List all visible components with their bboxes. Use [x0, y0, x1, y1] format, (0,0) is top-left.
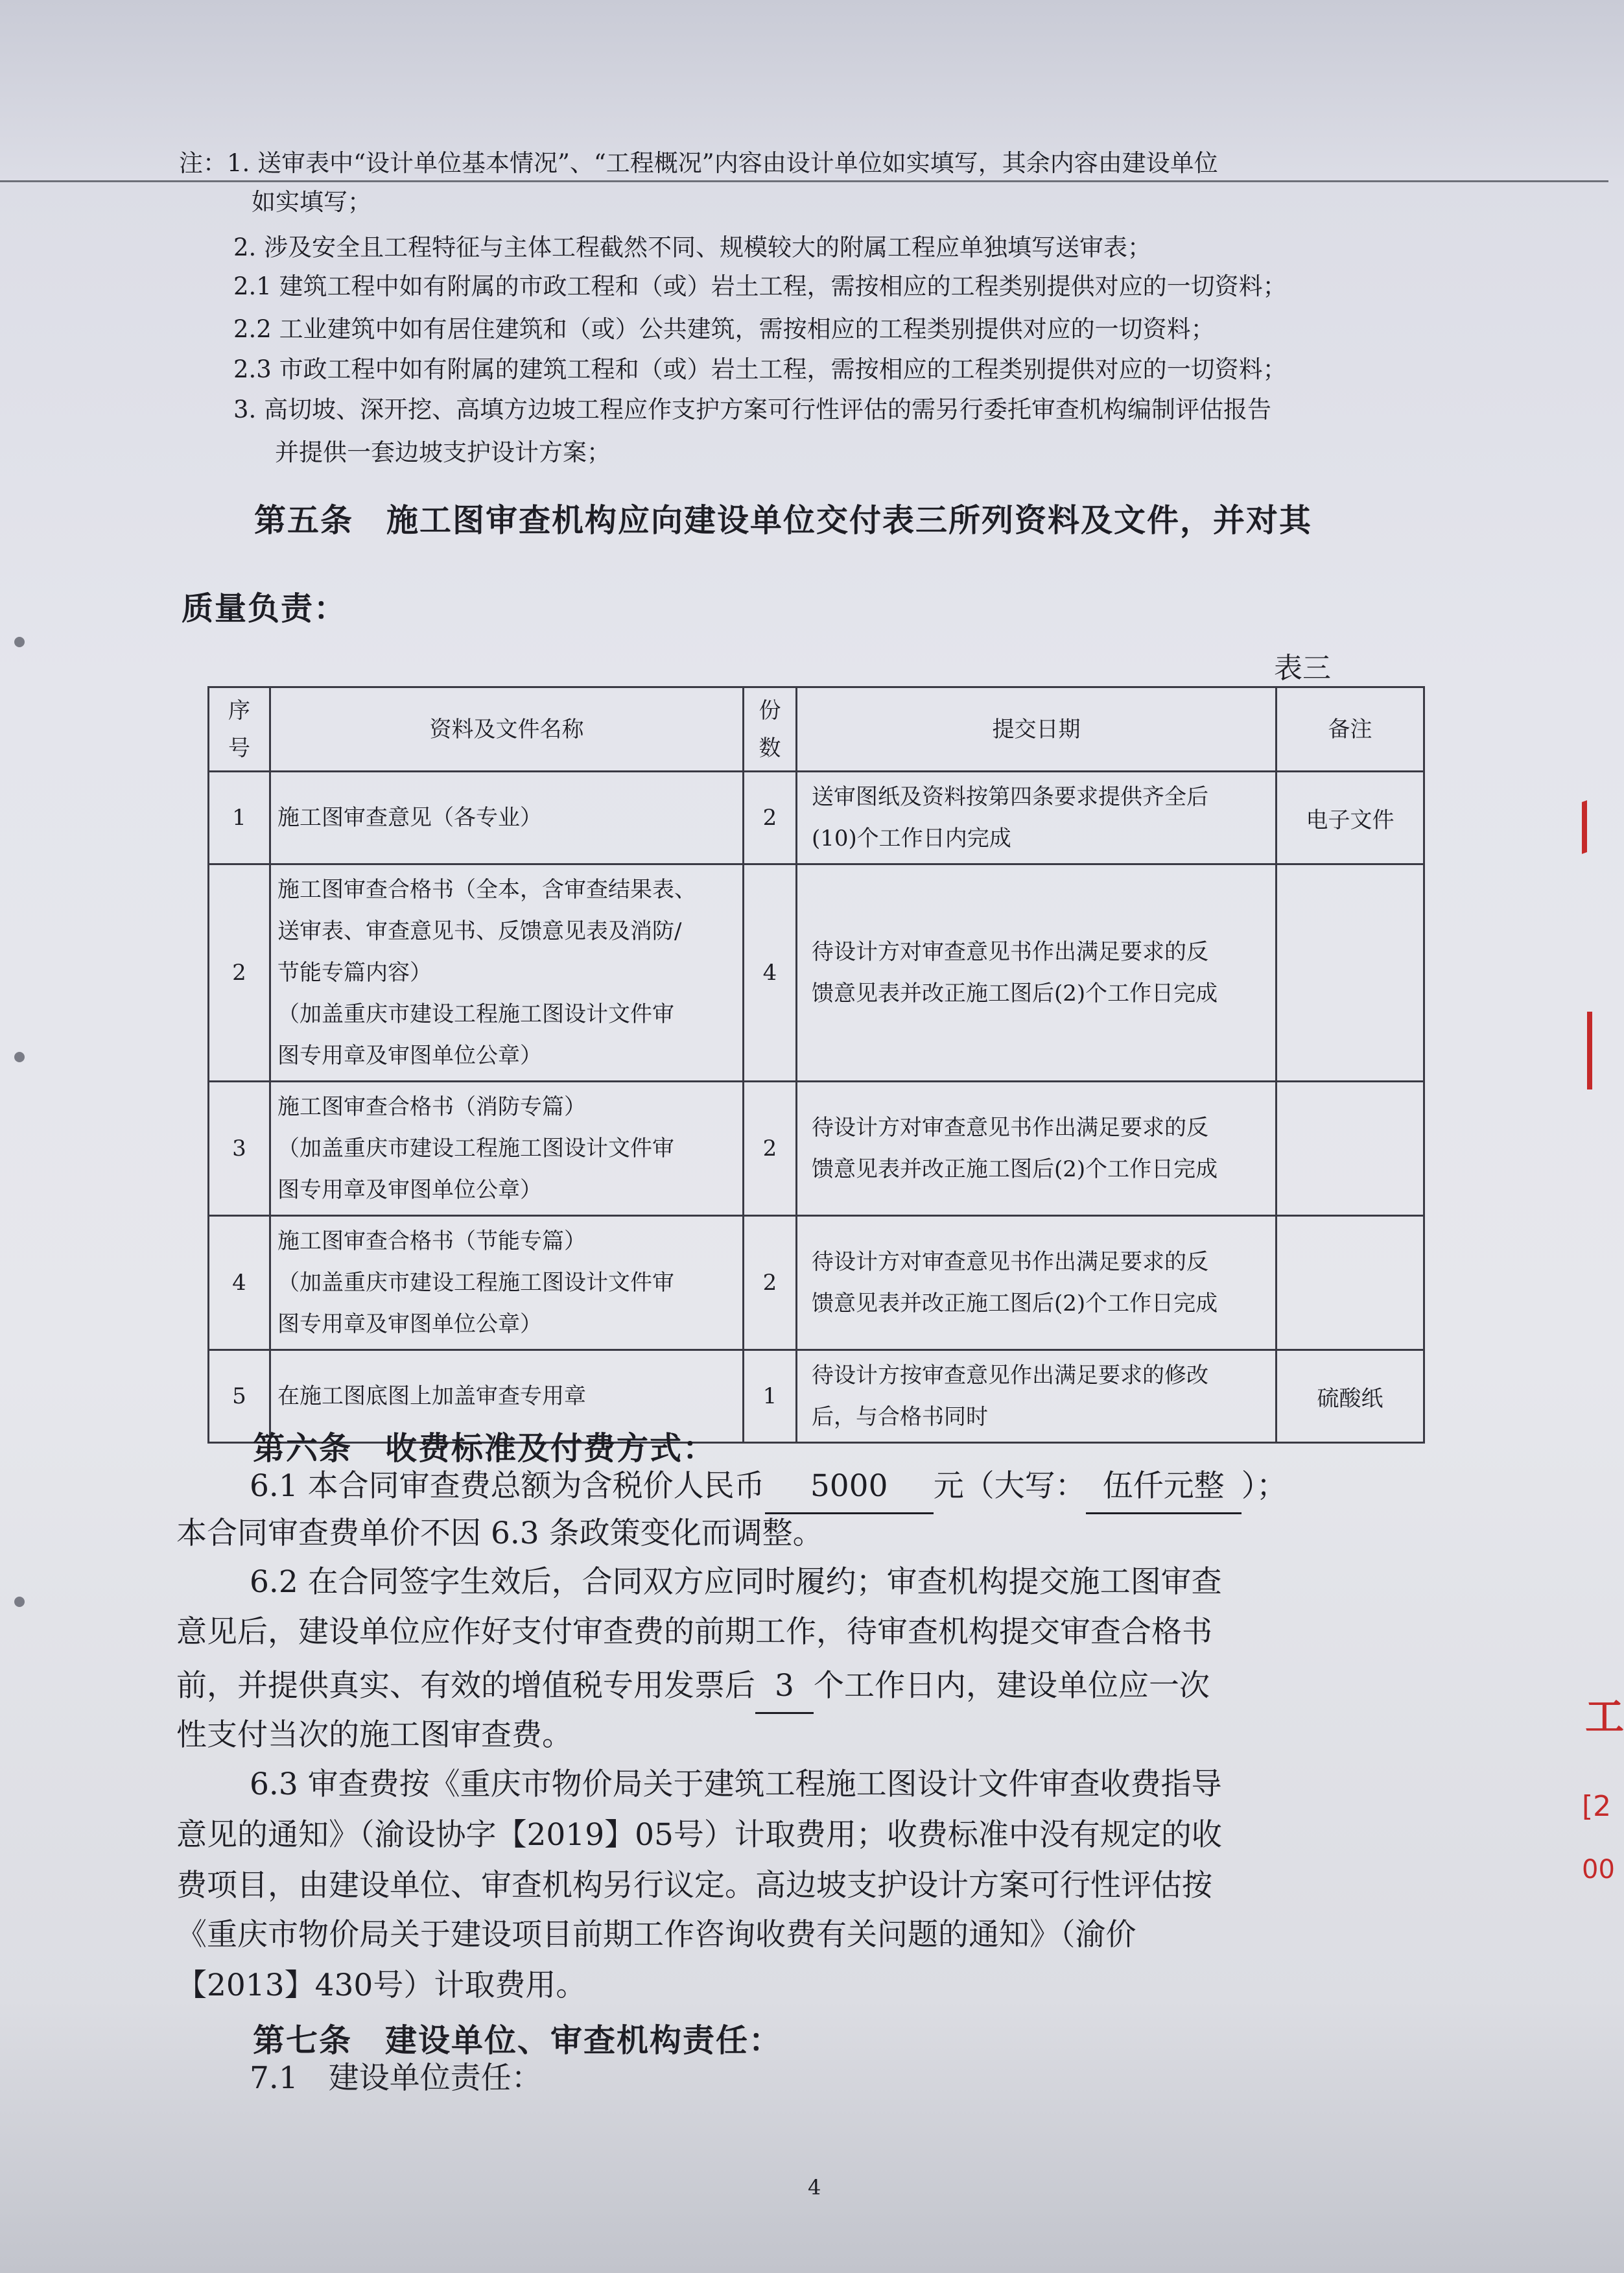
row-count: 2	[744, 1082, 797, 1216]
header-count: 份数	[744, 687, 797, 772]
row-count: 4	[744, 864, 797, 1082]
article6-heading: 第六条 收费标准及付费方式：	[253, 1429, 716, 1467]
seal-fragment	[1587, 1012, 1608, 1089]
page-number: 4	[808, 2175, 821, 2200]
note-line-8: 并提供一套边坡支护设计方案；	[275, 438, 611, 466]
row-index: 4	[209, 1216, 270, 1350]
row-remark: 硫酸纸	[1277, 1350, 1424, 1443]
header-date: 提交日期	[797, 687, 1277, 772]
seal-fragment	[1582, 798, 1606, 850]
row-date: 送审图纸及资料按第四条要求提供齐全后 (10)个工作日内完成	[797, 772, 1277, 864]
row-count: 1	[744, 1350, 797, 1443]
row-remark	[1277, 1082, 1424, 1216]
note-line-1: 注：1. 送审表中“设计单位基本情况”、“工程概况”内容由设计单位如实填写，其余内容由建设单位	[179, 149, 1218, 177]
paragraph-6-2-line3: 前，并提供真实、有效的增值税专用发票后 3 个工作日内，建设单位应一次	[176, 1660, 1210, 1714]
row-index: 2	[209, 864, 270, 1082]
note-line-6: 2.3 市政工程中如有附属的建筑工程和（或）岩土工程，需按相应的工程类别提供对应的一切资料；	[233, 355, 1287, 383]
seal-text-fragment: 00	[1582, 1855, 1615, 1885]
row-count: 2	[744, 1216, 797, 1350]
row-index: 5	[209, 1350, 270, 1443]
payment-days-field: 3	[755, 1660, 814, 1714]
row-name: 在施工图底图上加盖审查专用章	[270, 1350, 744, 1443]
row-date: 待设计方对审查意见书作出满足要求的反 馈意见表并改正施工图后(2)个工作日完成	[797, 864, 1277, 1082]
row-name: 施工图审查合格书（节能专篇） （加盖重庆市建设工程施工图设计文件审 图专用章及审图单位公章）	[270, 1216, 744, 1350]
row-name: 施工图审查意见（各专业）	[270, 772, 744, 864]
binder-hole	[14, 1052, 25, 1062]
seal-text-fragment: 工	[1585, 1695, 1624, 1740]
article5-heading: 第五条 施工图审查机构应向建设单位交付表三所列资料及文件，并对其	[254, 501, 1313, 539]
paragraph-6-1-cont: 本合同审查费单价不因 6.3 条政策变化而调整。	[176, 1516, 823, 1551]
header-index: 序号	[209, 687, 270, 772]
article7-heading: 第七条 建设单位、审查机构责任：	[253, 2021, 783, 2059]
fee-words-field: 伍仟元整	[1086, 1460, 1242, 1514]
paragraph-6-3-line2: 意见的通知》（渝设协字【2019】05号）计取费用；收费标准中没有规定的收	[176, 1817, 1222, 1853]
deliverables-table	[207, 686, 1425, 1444]
row-date: 待设计方对审查意见书作出满足要求的反 馈意见表并改正施工图后(2)个工作日完成	[797, 1082, 1277, 1216]
table-row	[209, 772, 1424, 864]
note-line-3: 2. 涉及安全且工程特征与主体工程截然不同、规模较大的附属工程应单独填写送审表；	[233, 233, 1152, 261]
paragraph-6-3-line1: 6.3 审查费按《重庆市物价局关于建筑工程施工图设计文件审查收费指导	[250, 1767, 1222, 1802]
article5-heading-cont: 质量负责：	[182, 589, 347, 627]
paragraph-6-3-line3: 费项目，由建设单位、审查机构另行议定。高边坡支护设计方案可行性评估按	[176, 1868, 1212, 1903]
row-name: 施工图审查合格书（消防专篇） （加盖重庆市建设工程施工图设计文件审 图专用章及审图单位公章）	[270, 1082, 744, 1216]
row-remark	[1277, 864, 1424, 1082]
note-line-4: 2.1 建筑工程中如有附属的市政工程和（或）岩土工程，需按相应的工程类别提供对应的一切资料；	[233, 272, 1287, 300]
binder-hole	[14, 637, 25, 647]
fee-amount-field: 5000	[765, 1460, 934, 1514]
row-name: 施工图审查合格书（全本，含审查结果表、 送审表、审查意见书、反馈意见表及消防/ 节能专篇内容） （加盖重庆市建设工程施工图设计文件审 图专用章及审图单位公章）	[270, 864, 744, 1082]
paragraph-6-2-line2: 意见后，建设单位应作好支付审查费的前期工作，待审查机构提交审查合格书	[176, 1614, 1212, 1650]
seal-text-fragment: [2	[1582, 1790, 1612, 1823]
row-count: 2	[744, 772, 797, 864]
table-row	[209, 1082, 1424, 1216]
paragraph-6-2-line1: 6.2 在合同签字生效后，合同双方应同时履约；审查机构提交施工图审查	[250, 1564, 1222, 1600]
paragraph-6-2-line4: 性支付当次的施工图审查费。	[176, 1717, 572, 1753]
header-remark: 备注	[1277, 687, 1424, 772]
paragraph-6-3-line5: 【2013】430号）计取费用。	[176, 1968, 587, 2003]
table-row	[209, 1216, 1424, 1350]
binder-hole	[14, 1597, 25, 1607]
paragraph-6-1: 6.1 本合同审查费总额为含税价人民币 5000 元（大写： 伍仟元整 ）；	[250, 1460, 1287, 1514]
row-remark: 电子文件	[1277, 772, 1424, 864]
table-caption: 表三	[1274, 652, 1331, 685]
note-line-7: 3. 高切坡、深开挖、高填方边坡工程应作支护方案可行性评估的需另行委托审查机构编制评估报告	[233, 396, 1272, 423]
row-date: 待设计方按审查意见作出满足要求的修改 后，与合格书同时	[797, 1350, 1277, 1443]
paragraph-6-3-line4: 《重庆市物价局关于建设项目前期工作咨询收费有关问题的通知》（渝价	[176, 1917, 1136, 1953]
table-header-row	[209, 687, 1424, 772]
row-index: 1	[209, 772, 270, 864]
table-row	[209, 864, 1424, 1082]
note-line-5: 2.2 工业建筑中如有居住建筑和（或）公共建筑，需按相应的工程类别提供对应的一切资料；	[233, 315, 1215, 343]
row-date: 待设计方对审查意见书作出满足要求的反 馈意见表并改正施工图后(2)个工作日完成	[797, 1216, 1277, 1350]
header-name: 资料及文件名称	[270, 687, 744, 772]
note-line-2: 如实填写；	[252, 188, 371, 216]
subsection-7-1: 7.1 建设单位责任：	[250, 2060, 542, 2096]
row-remark	[1277, 1216, 1424, 1350]
row-index: 3	[209, 1082, 270, 1216]
